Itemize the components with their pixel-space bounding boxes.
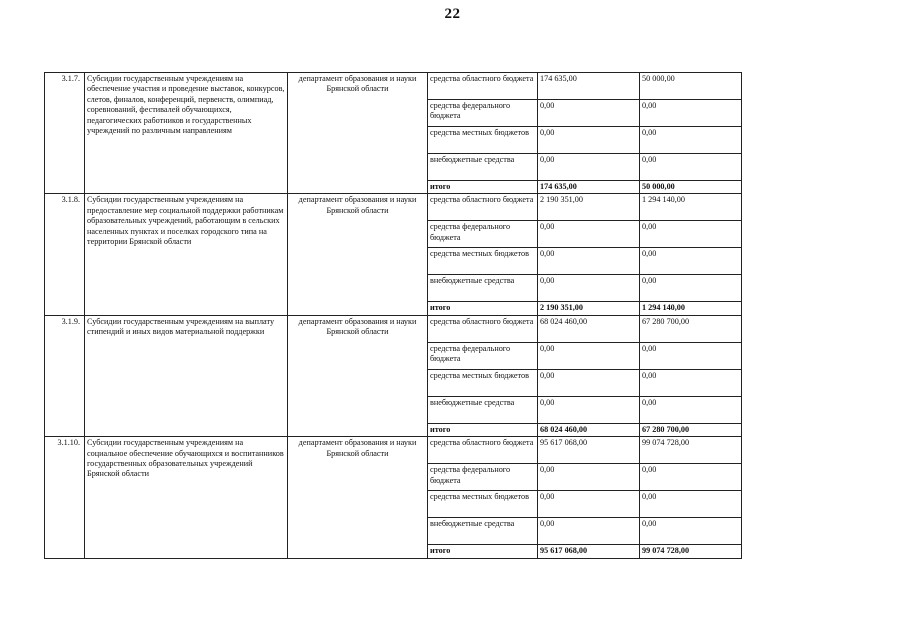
funding-source-label: средства местных бюджетов	[428, 491, 538, 518]
amount-year-1: 0,00	[538, 221, 640, 248]
amount-year-1: 0,00	[538, 369, 640, 396]
amount-year-2: 50 000,00	[640, 181, 742, 194]
responsible-department: департамент образования и науки Брянской области	[288, 315, 428, 436]
amount-year-1: 95 617 068,00	[538, 437, 640, 464]
amount-year-1: 0,00	[538, 275, 640, 302]
item-number: 3.1.9.	[45, 315, 85, 436]
amount-year-1: 68 024 460,00	[538, 423, 640, 436]
amount-year-2: 1 294 140,00	[640, 302, 742, 315]
item-number: 3.1.8.	[45, 194, 85, 315]
funding-row	[45, 73, 742, 100]
amount-year-2: 0,00	[640, 100, 742, 127]
amount-year-2: 0,00	[640, 154, 742, 181]
funding-source-label: внебюджетные средства	[428, 154, 538, 181]
amount-year-1: 0,00	[538, 464, 640, 491]
funding-source-label: средства местных бюджетов	[428, 127, 538, 154]
funding-source-label: итого	[428, 423, 538, 436]
funding-source-label: средства федерального бюджета	[428, 464, 538, 491]
funding-source-label: средства областного бюджета	[428, 437, 538, 464]
funding-row	[45, 437, 742, 464]
amount-year-1: 0,00	[538, 154, 640, 181]
funding-source-label: средства областного бюджета	[428, 194, 538, 221]
amount-year-1: 0,00	[538, 127, 640, 154]
amount-year-2: 0,00	[640, 127, 742, 154]
funding-source-label: средства федерального бюджета	[428, 342, 538, 369]
funding-row	[45, 194, 742, 221]
funding-source-label: внебюджетные средства	[428, 275, 538, 302]
amount-year-2: 0,00	[640, 464, 742, 491]
amount-year-2: 0,00	[640, 275, 742, 302]
amount-year-1: 174 635,00	[538, 73, 640, 100]
item-number: 3.1.10.	[45, 437, 85, 558]
amount-year-2: 0,00	[640, 396, 742, 423]
amount-year-1: 68 024 460,00	[538, 315, 640, 342]
amount-year-1: 174 635,00	[538, 181, 640, 194]
amount-year-1: 0,00	[538, 248, 640, 275]
amount-year-1: 2 190 351,00	[538, 194, 640, 221]
funding-row	[45, 315, 742, 342]
page-number: 22	[444, 6, 461, 22]
amount-year-1: 95 617 068,00	[538, 545, 640, 558]
amount-year-1: 2 190 351,00	[538, 302, 640, 315]
item-title: Субсидии государственным учреждениям на выплату стипендий и иных видов материальной поддержки	[85, 315, 288, 436]
amount-year-1: 0,00	[538, 491, 640, 518]
funding-source-label: средства местных бюджетов	[428, 248, 538, 275]
amount-year-2: 50 000,00	[640, 73, 742, 100]
amount-year-2: 99 074 728,00	[640, 545, 742, 558]
amount-year-1: 0,00	[538, 518, 640, 545]
funding-source-label: средства федерального бюджета	[428, 221, 538, 248]
funding-source-label: средства местных бюджетов	[428, 369, 538, 396]
budget-table	[44, 72, 742, 559]
funding-source-label: внебюджетные средства	[428, 396, 538, 423]
funding-source-label: средства областного бюджета	[428, 73, 538, 100]
responsible-department: департамент образования и науки Брянской области	[288, 437, 428, 558]
amount-year-2: 67 280 700,00	[640, 423, 742, 436]
amount-year-2: 0,00	[640, 221, 742, 248]
item-title: Субсидии государственным учреждениям на предоставление мер социальной поддержки работникам образовательных учреждений, работающим в сельских населенных пунктах и поселках городского типа на территории Брянской области	[85, 194, 288, 315]
responsible-department: департамент образования и науки Брянской области	[288, 73, 428, 194]
amount-year-2: 0,00	[640, 248, 742, 275]
amount-year-1: 0,00	[538, 342, 640, 369]
item-title: Субсидии государственным учреждениям на обеспечение участия и проведение выставок, конкурсов, слетов, финалов, конференций, первенств, олимпиад, соревнований, фестивалей обучающихся, педагогических работников и государственных учреждений по различным направлениям	[85, 73, 288, 194]
amount-year-2: 0,00	[640, 342, 742, 369]
amount-year-2: 0,00	[640, 369, 742, 396]
amount-year-1: 0,00	[538, 100, 640, 127]
funding-source-label: внебюджетные средства	[428, 518, 538, 545]
amount-year-2: 0,00	[640, 491, 742, 518]
funding-source-label: итого	[428, 181, 538, 194]
amount-year-2: 0,00	[640, 518, 742, 545]
responsible-department: департамент образования и науки Брянской области	[288, 194, 428, 315]
amount-year-2: 99 074 728,00	[640, 437, 742, 464]
item-number: 3.1.7.	[45, 73, 85, 194]
funding-source-label: средства федерального бюджета	[428, 100, 538, 127]
funding-source-label: итого	[428, 545, 538, 558]
amount-year-2: 67 280 700,00	[640, 315, 742, 342]
item-title: Субсидии государственным учреждениям на социальное обеспечение обучающихся и воспитанников государственных образовательных учреждений Брянской области	[85, 437, 288, 558]
amount-year-2: 1 294 140,00	[640, 194, 742, 221]
funding-source-label: средства областного бюджета	[428, 315, 538, 342]
amount-year-1: 0,00	[538, 396, 640, 423]
funding-source-label: итого	[428, 302, 538, 315]
